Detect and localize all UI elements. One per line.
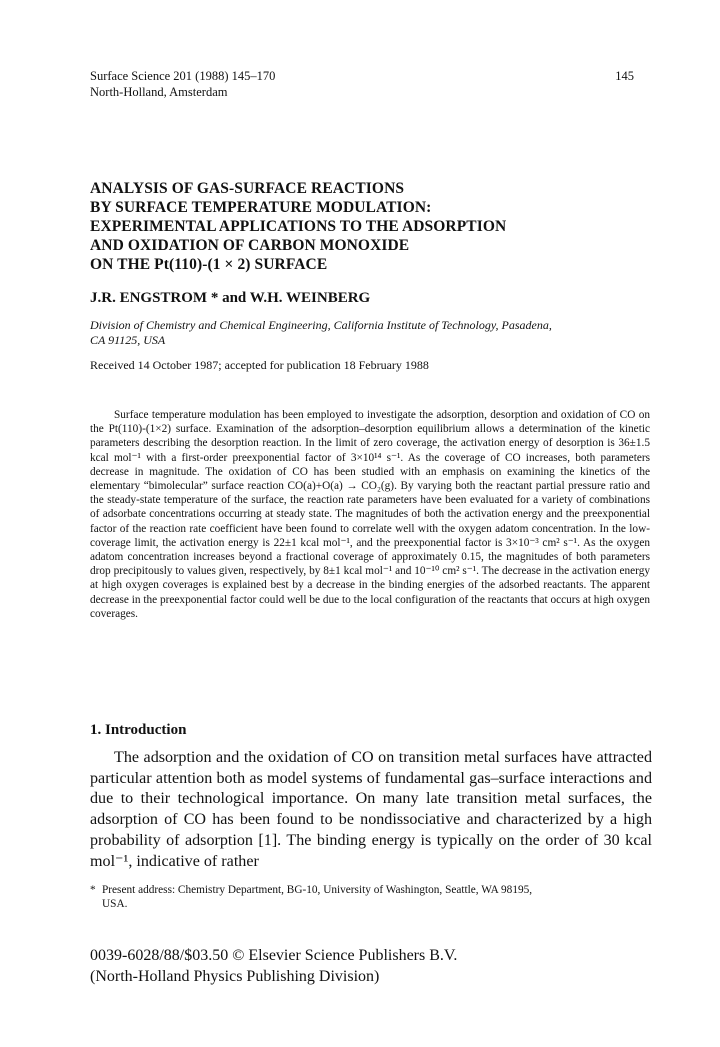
received-date: Received 14 October 1987; accepted for publication 18 February 1988	[90, 358, 429, 372]
article-title	[90, 179, 650, 274]
copyright-line: 0039-6028/88/$03.50 © Elsevier Science Publishers B.V.	[90, 947, 458, 964]
affiliation-line: Division of Chemistry and Chemical Engineering, California Institute of Technology, Pasadena,	[90, 318, 552, 332]
affiliation	[90, 318, 650, 348]
publisher-location: North-Holland, Amsterdam	[90, 85, 228, 99]
copyright-line: (North-Holland Physics Publishing Division)	[90, 968, 380, 985]
page-number: 145	[615, 69, 634, 83]
journal-name: Surface Science 201 (1988) 145–170	[90, 69, 276, 83]
section-heading: 1. Introduction	[90, 722, 187, 738]
title-line: BY SURFACE TEMPERATURE MODULATION:	[90, 199, 432, 216]
title-line: ON THE Pt(110)-(1 × 2) SURFACE	[90, 256, 328, 273]
introduction-paragraph: The adsorption and the oxidation of CO on transition metal surfaces have attracted particular attention both as model systems of fundamental gas–surface interactions and due to their technological importance. On many late transition metal surfaces, the adsorption of CO has been found to be nondissociative and characterized by a high probability of adsorption [1]. The binding energy is typically on the order of 30 kcal mol⁻¹, indicative of rather	[90, 749, 652, 870]
footnote	[90, 883, 652, 911]
footnote-marker: *	[90, 884, 96, 896]
footnote-text: Present address: Chemistry Department, BG-10, University of Washington, Seattle, WA 98195,	[102, 884, 533, 896]
title-line: AND OXIDATION OF CARBON MONOXIDE	[90, 237, 410, 254]
title-line: ANALYSIS OF GAS-SURFACE REACTIONS	[90, 180, 405, 197]
copyright-notice	[90, 945, 457, 987]
abstract: Surface temperature modulation has been employed to investigate the adsorption, desorption and oxidation of CO on the Pt(110)-(1×2) surface. Examination of the adsorption–desorption equilibrium allows a determination of the kinetic parameters describing the desorption reaction. In the limit of zero coverage, the activation energy of desorption is 36±1.5 kcal mol⁻¹ with a first-order preexponential factor of 3×10¹⁴ s⁻¹. As the coverage of CO increases, both parameters decrease in magnitude. The oxidation of CO has been studied with an emphasis on examining the kinetics of the elementary “bimolecular” surface reaction CO(a)+O(a) → CO₂(g). By varying both the reactant partial pressure ratio and the steady-state temperature of the surface, the reaction rate parameters have been evaluated for a variety of combinations of adsorbate concentrations occurring at steady state. The magnitudes of both the activation energy and the preexponential factor of the reaction rate coefficient have been found to correlate well with the oxygen adatom concentration. In the low-coverage limit, the activation energy is 22±1 kcal mol⁻¹, and the preexponential factor is 3×10⁻³ cm² s⁻¹. As the oxygen adatom concentration increases beyond a fractional coverage of approximately 0.15, the magnitudes of both parameters drop precipitously to values given, respectively, by 8±1 kcal mol⁻¹ and 10⁻¹⁰ cm² s⁻¹. The decrease in the activation energy at high oxygen coverages is explained best by a decrease in the binding energies of the adsorbed reactants. The apparent decrease in the preexponential factor could well be due to the local configuration of the reactants that occurs at high oxygen coverages.	[90, 409, 650, 620]
footnote-text-continued: USA.	[102, 898, 128, 911]
journal-citation	[90, 68, 275, 100]
affiliation-line: CA 91125, USA	[90, 333, 166, 347]
author-list: J.R. ENGSTROM * and W.H. WEINBERG	[90, 290, 371, 306]
title-line: EXPERIMENTAL APPLICATIONS TO THE ADSORPTION	[90, 218, 507, 235]
